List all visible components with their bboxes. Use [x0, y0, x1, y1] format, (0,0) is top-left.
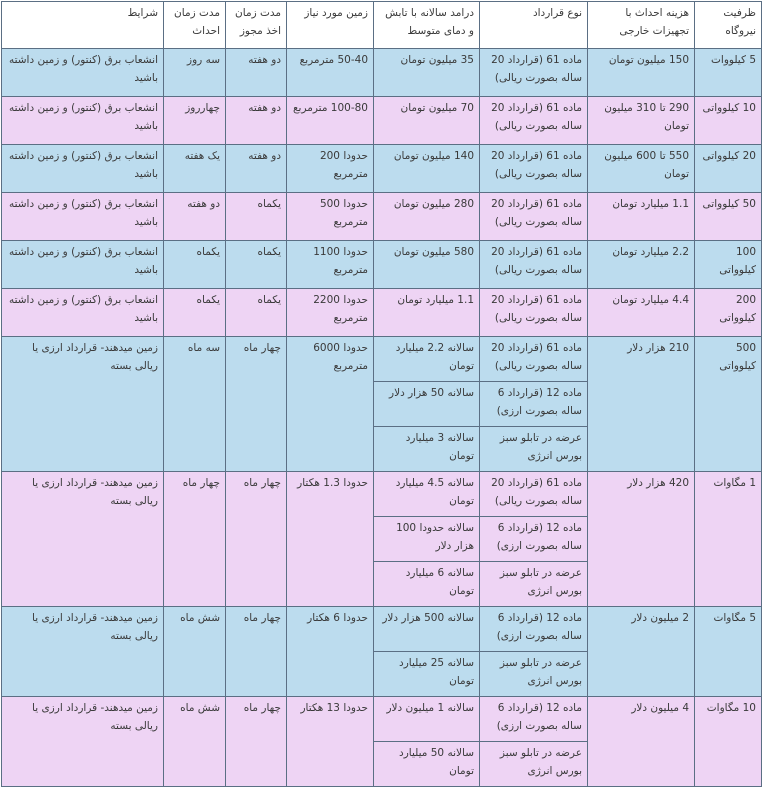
cell-permit: دو هفته [226, 49, 287, 97]
cell-build: یک هفته [164, 145, 226, 193]
cell-contract: ماده 12 (قرارداد 6 ساله بصورت ارزی) [480, 517, 588, 562]
cell-build: یکماه [164, 241, 226, 289]
cell-build: چهار ماه [164, 472, 226, 607]
cell-income: سالانه حدودا 100 هزار دلار [374, 517, 480, 562]
cell-capacity: 500 کیلوواتی [695, 337, 762, 472]
cell-land: حدودا 1.3 هکتار [287, 472, 374, 607]
cell-contract: ماده 61 (قرارداد 20 ساله بصورت ریالی) [480, 289, 588, 337]
table-row [2, 697, 762, 742]
cell-conditions: زمین میدهند- قرارداد ارزی یا ریالی بسته [2, 697, 164, 787]
cell-capacity: 100 کیلوواتی [695, 241, 762, 289]
table-row [2, 97, 762, 145]
cell-permit: چهار ماه [226, 337, 287, 472]
header-income: درامد سالانه با تابش و دمای متوسط [374, 2, 480, 49]
header-capacity: ظرفیت نیروگاه [695, 2, 762, 49]
cell-contract: عرضه در تابلو سبز بورس انرژی [480, 652, 588, 697]
header-permit: مدت زمان اخذ مجوز [226, 2, 287, 49]
cell-cost: 290 تا 310 میلیون تومان [588, 97, 695, 145]
cell-contract: ماده 61 (قرارداد 20 ساله بصورت ریالی) [480, 193, 588, 241]
header-cost: هزینه احداث با تجهیزات خارجی [588, 2, 695, 49]
cell-cost: 4.4 میلیارد تومان [588, 289, 695, 337]
cell-build: چهارروز [164, 97, 226, 145]
cell-income: 280 میلیون تومان [374, 193, 480, 241]
cell-contract: ماده 12 (قرارداد 6 ساله بصورت ارزی) [480, 697, 588, 742]
solar-plant-table [1, 1, 762, 787]
table-row [2, 337, 762, 382]
cell-income: سالانه 6 میلیارد تومان [374, 562, 480, 607]
cell-income: 580 میلیون تومان [374, 241, 480, 289]
table-row [2, 49, 762, 97]
header-conditions: شرایط [2, 2, 164, 49]
cell-income: سالانه 2.2 میلیارد تومان [374, 337, 480, 382]
cell-cost: 420 هزار دلار [588, 472, 695, 607]
cell-cost: 210 هزار دلار [588, 337, 695, 472]
header-build: مدت زمان احداث [164, 2, 226, 49]
cell-income: 35 میلیون تومان [374, 49, 480, 97]
header-row [2, 2, 762, 49]
cell-permit: یکماه [226, 241, 287, 289]
cell-income: سالانه 4.5 میلیارد تومان [374, 472, 480, 517]
cell-income: سالانه 25 میلیارد تومان [374, 652, 480, 697]
cell-income: سالانه 50 هزار دلار [374, 382, 480, 427]
cell-conditions: انشعاب برق (کنتور) و زمین داشته باشید [2, 145, 164, 193]
table-row [2, 289, 762, 337]
cell-permit: چهار ماه [226, 472, 287, 607]
header-contract: نوع قرارداد [480, 2, 588, 49]
cell-build: شش ماه [164, 607, 226, 697]
header-land: زمین مورد نیاز [287, 2, 374, 49]
cell-conditions: انشعاب برق (کنتور) و زمین داشته باشید [2, 289, 164, 337]
cell-contract: ماده 12 (قرارداد 6 ساله بصورت ارزی) [480, 382, 588, 427]
cell-contract: عرضه در تابلو سبز بورس انرژی [480, 562, 588, 607]
cell-capacity: 20 کیلوواتی [695, 145, 762, 193]
cell-permit: یکماه [226, 289, 287, 337]
cell-income: سالانه 3 میلیارد تومان [374, 427, 480, 472]
cell-capacity: 200 کیلوواتی [695, 289, 762, 337]
cell-capacity: 10 مگاوات [695, 697, 762, 787]
cell-cost: 2 میلیون دلار [588, 607, 695, 697]
cell-capacity: 50 کیلوواتی [695, 193, 762, 241]
cell-build: شش ماه [164, 697, 226, 787]
cell-contract: ماده 61 (قرارداد 20 ساله بصورت ریالی) [480, 241, 588, 289]
cell-income: 1.1 میلیارد تومان [374, 289, 480, 337]
cell-conditions: زمین میدهند- قرارداد ارزی یا ریالی بسته [2, 337, 164, 472]
cell-permit: چهار ماه [226, 607, 287, 697]
cell-income: 70 میلیون تومان [374, 97, 480, 145]
cell-capacity: 5 مگاوات [695, 607, 762, 697]
cell-capacity: 1 مگاوات [695, 472, 762, 607]
table-row [2, 241, 762, 289]
cell-contract: ماده 61 (قرارداد 20 ساله بصورت ریالی) [480, 97, 588, 145]
cell-contract: عرضه در تابلو سبز بورس انرژی [480, 742, 588, 787]
cell-capacity: 5 کیلووات [695, 49, 762, 97]
cell-build: سه ماه [164, 337, 226, 472]
cell-land: حدودا 200 مترمربع [287, 145, 374, 193]
cell-contract: ماده 61 (قرارداد 20 ساله بصورت ریالی) [480, 49, 588, 97]
table-row [2, 607, 762, 652]
cell-income: سالانه 1 میلیون دلار [374, 697, 480, 742]
cell-build: یکماه [164, 289, 226, 337]
cell-land: حدودا 6 هکتار [287, 607, 374, 697]
cell-land: حدودا 13 هکتار [287, 697, 374, 787]
cell-cost: 4 میلیون دلار [588, 697, 695, 787]
cell-contract: ماده 61 (قرارداد 20 ساله بصورت ریالی) [480, 145, 588, 193]
cell-cost: 150 میلیون تومان [588, 49, 695, 97]
cell-permit: یکماه [226, 193, 287, 241]
cell-cost: 1.1 میلیارد تومان [588, 193, 695, 241]
cell-land: 50-40 مترمربع [287, 49, 374, 97]
cell-income: سالانه 50 میلیارد تومان [374, 742, 480, 787]
table-row [2, 145, 762, 193]
table-row [2, 193, 762, 241]
cell-permit: دو هفته [226, 97, 287, 145]
cell-contract: ماده 61 (قرارداد 20 ساله بصورت ریالی) [480, 337, 588, 382]
cell-permit: چهار ماه [226, 697, 287, 787]
cell-cost: 2.2 میلیارد تومان [588, 241, 695, 289]
cell-conditions: انشعاب برق (کنتور) و زمین داشته باشید [2, 193, 164, 241]
cell-conditions: انشعاب برق (کنتور) و زمین داشته باشید [2, 49, 164, 97]
cell-build: دو هفته [164, 193, 226, 241]
cell-conditions: انشعاب برق (کنتور) و زمین داشته باشید [2, 97, 164, 145]
cell-contract: ماده 12 (قرارداد 6 ساله بصورت ارزی) [480, 607, 588, 652]
cell-capacity: 10 کیلوواتی [695, 97, 762, 145]
cell-conditions: زمین میدهند- قرارداد ارزی یا ریالی بسته [2, 472, 164, 607]
cell-income: سالانه 500 هزار دلار [374, 607, 480, 652]
cell-conditions: انشعاب برق (کنتور) و زمین داشته باشید [2, 241, 164, 289]
cell-permit: دو هفته [226, 145, 287, 193]
cell-contract: عرضه در تابلو سبز بورس انرژی [480, 427, 588, 472]
cell-land: حدودا 500 مترمربع [287, 193, 374, 241]
cell-cost: 550 تا 600 میلیون تومان [588, 145, 695, 193]
cell-conditions: زمین میدهند- قرارداد ارزی یا ریالی بسته [2, 607, 164, 697]
cell-land: حدودا 2200 مترمربع [287, 289, 374, 337]
cell-land: حدودا 1100 مترمربع [287, 241, 374, 289]
cell-contract: ماده 61 (قرارداد 20 ساله بصورت ریالی) [480, 472, 588, 517]
cell-land: حدودا 6000 مترمربع [287, 337, 374, 472]
cell-income: 140 میلیون تومان [374, 145, 480, 193]
cell-build: سه روز [164, 49, 226, 97]
cell-land: 100-80 مترمربع [287, 97, 374, 145]
table-row [2, 472, 762, 517]
